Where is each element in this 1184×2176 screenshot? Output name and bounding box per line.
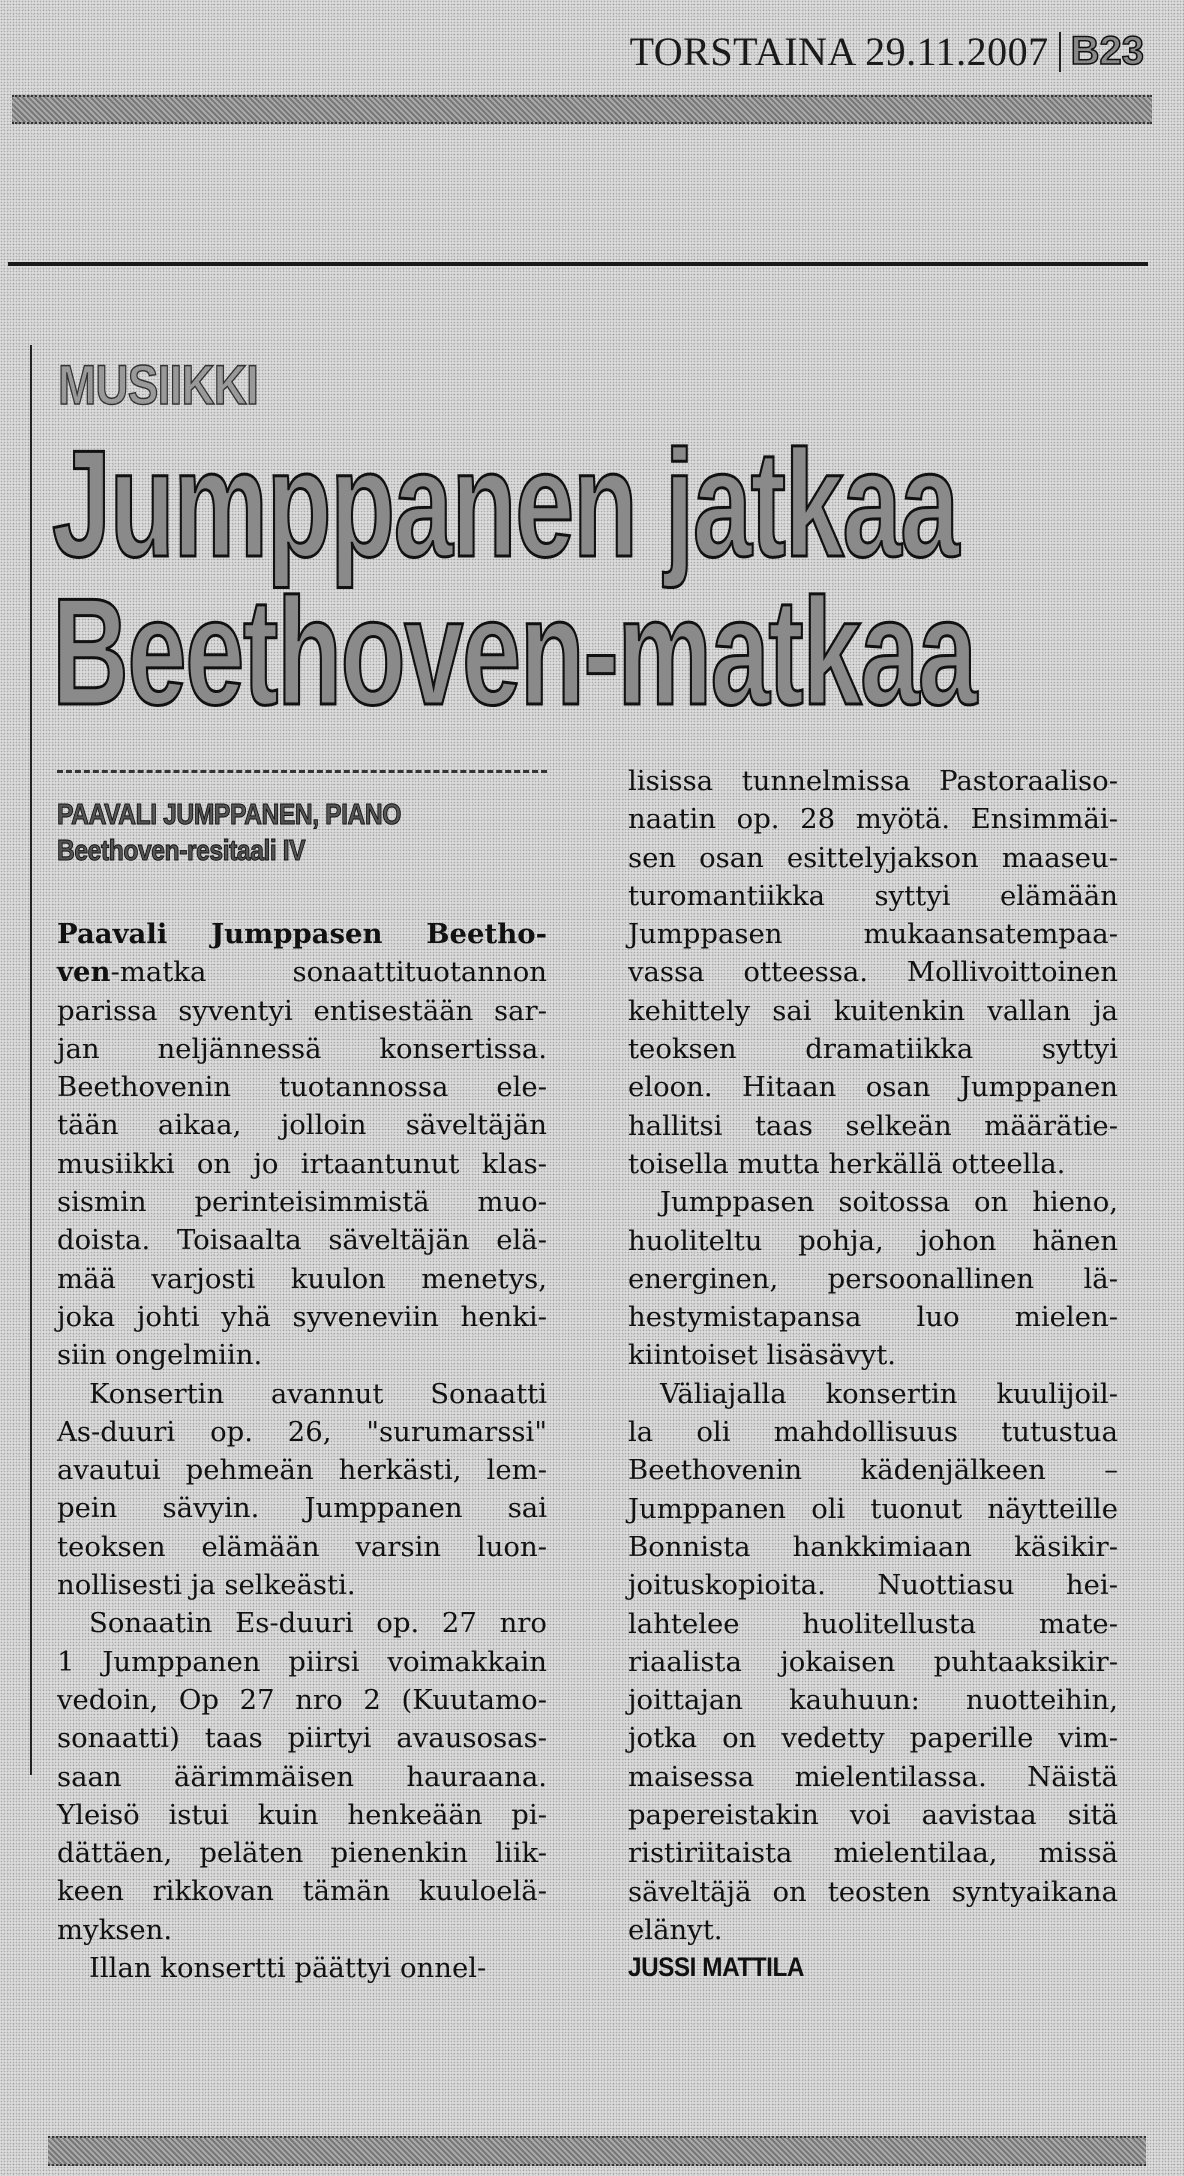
paragraph-3 [57, 1604, 547, 1949]
text-line: maisessa mielentilassa. Näistä [628, 1760, 1118, 1793]
text-fragment: -matka sonaattituotannon [110, 956, 547, 989]
article-column-left [57, 770, 547, 1987]
text-line: Sonaatin Es-duuri op. 27 nro [89, 1607, 547, 1640]
paragraph-1 [57, 915, 547, 1375]
text-line [57, 953, 547, 991]
text-line: jotka on vedetty paperille vim- [628, 1722, 1118, 1755]
text-line: Väliajalla konsertin kuulijoil- [660, 1377, 1118, 1410]
section-kicker: MUSIIKKI [58, 353, 259, 416]
bottom-decorative-bar [48, 2136, 1146, 2166]
text-line: hallitsi taas selkeän määrätie- [628, 1109, 1118, 1142]
text-line: Jumppanen oli tuonut näytteille [628, 1492, 1118, 1525]
text-line: teoksen elämään varsin luon- [57, 1530, 547, 1563]
text-line: mää varjosti kuulon menetys, [57, 1262, 547, 1295]
text-line: doista. Toisaalta säveltäjän elä- [57, 1224, 547, 1257]
text-line: avautui pehmeän herkästi, lem- [57, 1454, 547, 1487]
text-line: Paavali Jumppasen Beetho- [57, 918, 547, 950]
page-number: B23 [1070, 29, 1144, 73]
text-line: tään aikaa, jolloin säveltäjän [57, 1109, 547, 1142]
text-line: myksen. [57, 1913, 173, 1946]
top-decorative-bar [12, 95, 1152, 124]
text-line: eloon. Hitaan osan Jumppanen [628, 1071, 1118, 1104]
text-line: sismin perinteisimmistä muo- [57, 1186, 547, 1219]
text-line: ristiriitaista mielentilaa, missä [628, 1837, 1118, 1870]
text-line: sonaatti) taas piirtyi avausosas- [57, 1722, 547, 1755]
text-line: joituskopioita. Nuottiasu hei- [628, 1569, 1118, 1602]
text-line: Yleisö istui kuin henkeään pi- [57, 1798, 547, 1831]
text-line: toisella mutta herkällä otteella. [628, 1147, 1066, 1180]
text-line: vedoin, Op 27 nro 2 (Kuutamo- [57, 1683, 547, 1716]
text-line: huoliteltu pohja, johon hänen [628, 1224, 1118, 1257]
header-separator [1059, 32, 1061, 72]
text-line: lisissa tunnelmissa Pastoraaliso- [628, 765, 1118, 797]
text-line: pein sävyin. Jumppanen sai [57, 1492, 547, 1525]
text-line: energinen, persoonallinen lä- [628, 1262, 1118, 1295]
page-header [630, 28, 1144, 75]
text-line: säveltäjä on teosten syntyaikana [628, 1875, 1118, 1908]
text-line: As-duuri op. 26, "surumarssi" [57, 1415, 547, 1448]
paragraph-2 [57, 1375, 547, 1605]
text-line: naatin op. 28 myötä. Ensimmäi- [628, 803, 1118, 836]
text-line: dättäen, peläten pienenkin liik- [57, 1837, 547, 1870]
text-line: Beethovenin kädenjälkeen – [628, 1454, 1118, 1487]
text-line: joittajan kauhuun: nuotteihin, [628, 1684, 1118, 1717]
date-line: TORSTAINA 29.11.2007 [629, 29, 1049, 74]
text-line: teoksen dramatiikka syttyi [628, 1033, 1118, 1066]
text-line: nollisesti ja selkeästi. [57, 1569, 356, 1602]
text-line: la oli mahdollisuus tutustua [628, 1416, 1118, 1449]
text-line: riaalista jokaisen puhtaaksikir- [628, 1645, 1118, 1678]
paragraph-5 [628, 1183, 1118, 1374]
section-rule [8, 262, 1148, 266]
text-line: kiintoiset lisäsävyt. [628, 1339, 897, 1372]
lead-bold: ven [57, 956, 111, 989]
text-line: kehittely sai kuitenkin vallan ja [628, 994, 1118, 1027]
text-line: vassa otteessa. Mollivoittoinen [628, 956, 1118, 989]
headline-line-2: Beethoven-matkaa [52, 567, 976, 737]
paragraph-4-continued [628, 762, 1118, 1183]
byline: JUSSI MATTILA [628, 1952, 804, 1983]
event-info: Beethoven-resitaali IV [57, 835, 306, 867]
text-line: Jumppasen mukaansatempaa- [628, 918, 1118, 951]
article-column-right [628, 762, 1118, 1985]
paragraph-6 [628, 1375, 1118, 1949]
text-line: joka johti yhä syveneviin henki- [57, 1300, 547, 1333]
text-line: jan neljännessä konsertissa. [57, 1032, 547, 1065]
text-line: Jumppasen soitossa on hieno, [660, 1186, 1118, 1219]
text-line: 1 Jumppanen piirsi voimakkain [57, 1645, 547, 1678]
text-line: turomantiikka syttyi elämään [628, 879, 1118, 912]
text-line: Bonnista hankkimiaan käsikir- [628, 1530, 1118, 1563]
text-line: Beethovenin tuotannossa ele- [57, 1071, 547, 1104]
performer-info: PAAVALI JUMPPANEN, PIANO [57, 799, 402, 831]
text-line: musiikki on jo irtaantunut klas- [57, 1147, 547, 1180]
text-line: parissa syventyi entisestään sar- [57, 994, 547, 1027]
dashed-divider [57, 770, 547, 773]
text-line: keen rikkovan tämän kuuloelä- [57, 1875, 547, 1908]
paragraph-4-start [57, 1949, 547, 1987]
text-line: lahtelee huolitellusta mate- [628, 1607, 1118, 1640]
headline-line-1: Jumppanen jatkaa [52, 419, 958, 589]
headline [52, 419, 976, 737]
text-line: sen osan esittelyjakson maaseu- [628, 841, 1118, 874]
text-line: elänyt. [628, 1913, 723, 1946]
text-line: Konsertin avannut Sonaatti [89, 1377, 547, 1410]
text-line: Illan konsertti päättyi onnel- [89, 1952, 487, 1985]
text-line: siin ongelmiin. [57, 1339, 263, 1372]
left-column-rule [30, 345, 32, 1775]
text-line: saan äärimmäisen hauraana. [57, 1760, 547, 1793]
text-line: papereistakin voi aavistaa sitä [628, 1799, 1118, 1832]
text-line: hestymistapansa luo mielen- [628, 1301, 1118, 1334]
